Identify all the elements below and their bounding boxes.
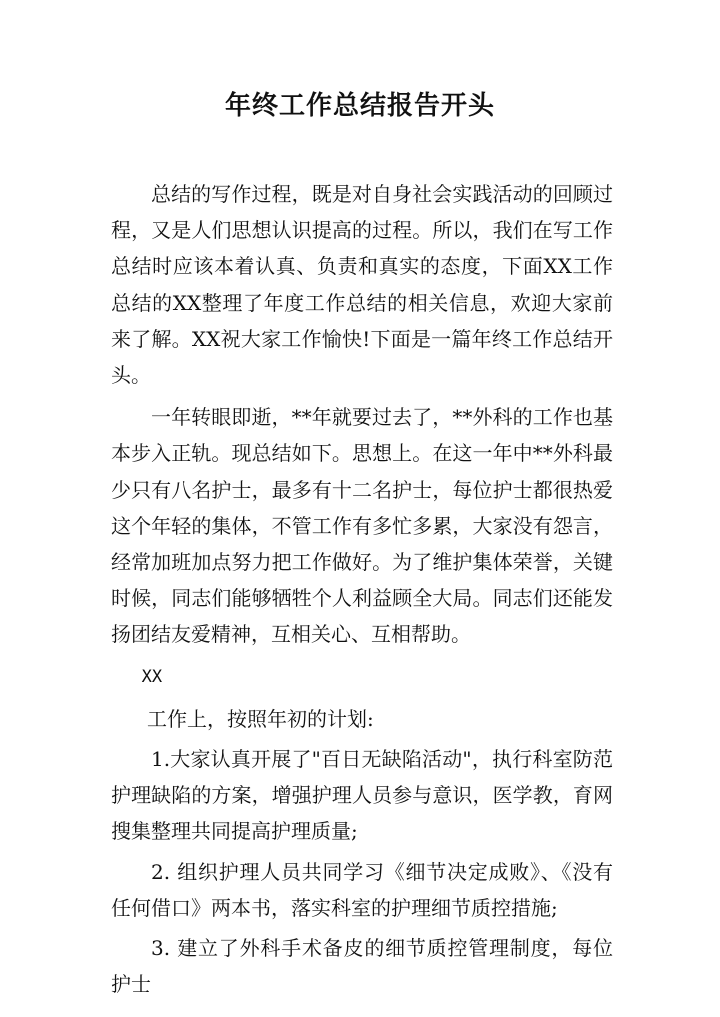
paragraph-work-plan: 工作上，按照年初的计划: bbox=[147, 706, 374, 731]
paragraph-summary: 一年转眼即逝，**年就要过去了，**外科的工作也基本步入正轨。现总结如下。思想上。在这一年中**外科最少只有八名护士，最多有十二名护士，每位护士都很热爱这个年轻的集体，不管工作有多忙多累，大家没有怨言，经常加班加点努力把工作做好。为了维护集体荣誉，关键时候，同志们能够牺牲个人利益顾全大局。同志们还能发扬团结友爱精神，互相关心、互相帮助。 bbox=[111, 405, 613, 647]
list-item-2: 2. 组织护理人员共同学习《细节决定成败》、《没有任何借口》两本书，落实科室的护理细节质控措施; bbox=[111, 859, 613, 920]
document-title: 年终工作总结报告开头 bbox=[224, 91, 495, 121]
paragraph-intro: 总结的写作过程，既是对自身社会实践活动的回顾过程，又是人们思想认识提高的过程。所以，我们在写工作总结时应该本着认真、负责和真实的态度，下面XX工作总结的XX整理了年度工作总结的相关信息，欢迎大家前来了解。XX祝大家工作愉快!下面是一篇年终工作总结开头。 bbox=[111, 182, 613, 388]
document-body bbox=[111, 176, 613, 1002]
list-item-1: 1.大家认真开展了"百日无缺陷活动"，执行科室防范护理缺陷的方案，增强护理人员参与意识，医学教，育网搜集整理共同提高护理质量; bbox=[111, 747, 613, 844]
placeholder-text: XX bbox=[141, 666, 163, 687]
list-item-3: 3. 建立了外科手术备皮的细节质控管理制度，每位护士 bbox=[111, 936, 613, 997]
